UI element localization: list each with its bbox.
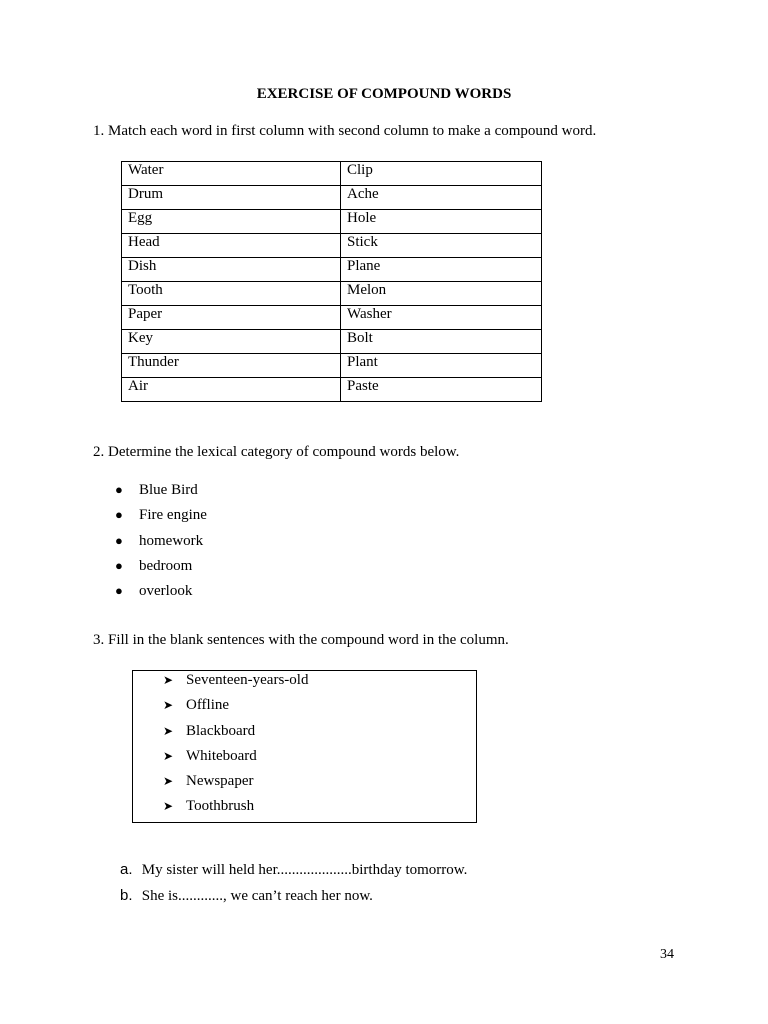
arrow-bullet-icon: ➤ [163,748,174,763]
arrow-bullet-icon: ➤ [163,723,174,738]
table-cell-second-column: Ache [341,186,542,210]
list-item-text: Offline [186,697,230,714]
table-row [122,234,542,258]
list-item-text: Fire engine [139,507,207,524]
table-cell-second-column: Paste [341,378,542,402]
table-row [122,378,542,402]
table-cell-first-column: Dish [122,258,341,282]
page-title: EXERCISE OF COMPOUND WORDS [256,86,512,102]
bullet-icon: ● [115,482,123,497]
table-cell-second-column: Plant [341,354,542,378]
matching-table [121,161,542,402]
table-cell-first-column: Key [122,330,341,354]
bullet-icon: ● [115,583,123,599]
table-cell-second-column: Melon [341,282,542,306]
word-bank-list [163,671,308,823]
list-item-text: Seventeen-years-old [186,672,309,688]
sentence-text: She is............, we can’t reach her now. [141,888,373,904]
table-row [122,330,542,354]
list-item [163,797,308,822]
list-item-text: Blue Bird [139,482,198,498]
table-cell-first-column: Air [122,378,341,402]
table-cell-second-column: Plane [341,258,542,282]
list-item [115,505,207,530]
table-cell-first-column: Drum [122,186,341,210]
question-1-text: 1. Match each word in first column with second column to make a compound word. [93,123,597,139]
fill-blank-sentence-b [120,887,373,905]
bullet-icon: ● [115,507,123,523]
list-item [163,671,308,696]
table-cell-second-column: Clip [341,162,542,186]
arrow-bullet-icon: ➤ [163,774,174,789]
table-row [122,306,542,330]
page-number: 34 [660,947,674,962]
list-item-text: bedroom [139,557,193,574]
list-item-text: Toothbrush [186,798,255,815]
table-cell-second-column: Stick [341,234,542,258]
list-item-text: overlook [139,583,193,600]
arrow-bullet-icon: ➤ [163,673,174,687]
table-cell-first-column: Water [122,162,341,186]
list-item [163,772,308,797]
sentence-text: My sister will held her....................birthday tomorrow. [141,862,468,878]
list-item-text: homework [139,532,204,549]
table-row [122,258,542,282]
list-item [115,581,207,606]
list-item [115,556,207,581]
question-2-text: 2. Determine the lexical category of compound words below. [93,444,460,460]
sentence-marker: a. [120,861,133,878]
table-cell-first-column: Paper [122,306,341,330]
list-item [163,747,308,772]
bullet-icon: ● [115,557,123,573]
compound-word-list [115,480,207,606]
fill-blank-sentence-a [120,861,467,879]
table-row [122,210,542,234]
list-item-text: Blackboard [186,722,256,739]
table-cell-second-column: Washer [341,306,542,330]
table-cell-second-column: Hole [341,210,542,234]
list-item [163,722,308,747]
table-cell-second-column: Bolt [341,330,542,354]
table-cell-first-column: Egg [122,210,341,234]
table-row [122,162,542,186]
sentence-marker: b. [120,887,133,904]
list-item [115,531,207,556]
arrow-bullet-icon: ➤ [163,799,174,814]
table-cell-first-column: Thunder [122,354,341,378]
table-cell-first-column: Head [122,234,341,258]
table-row [122,186,542,210]
list-item [163,696,308,721]
table-cell-first-column: Tooth [122,282,341,306]
arrow-bullet-icon: ➤ [163,698,174,713]
table-row [122,282,542,306]
table-row [122,354,542,378]
word-bank-box [132,670,477,823]
list-item [115,480,207,505]
question-3-text: 3. Fill in the blank sentences with the compound word in the column. [93,632,509,648]
list-item-text: Whiteboard [186,747,257,764]
list-item-text: Newspaper [186,773,254,790]
bullet-icon: ● [115,532,123,548]
